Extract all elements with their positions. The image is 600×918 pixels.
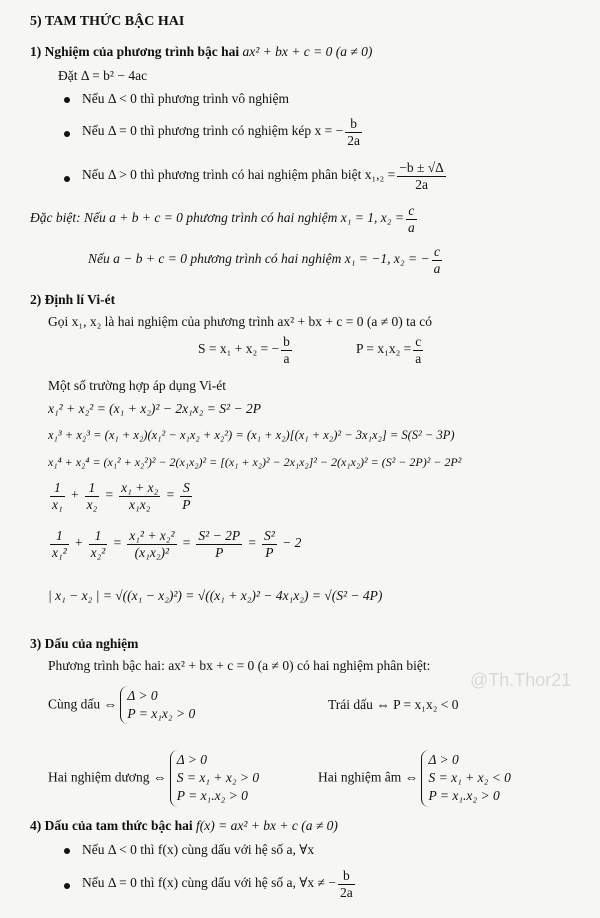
special-case-1: Đặc biệt: Nếu a + b + c = 0 phương trình có hai nghiệm x₁ = 1, x₂ = $\frac{c}{a}$ — [30, 203, 415, 235]
formula-cube-sum: x₁³ + x₂³ = (x₁ + x₂)(x₁² − x₁x₂ + x₂²) = (x₁ + x₂)[(x₁ + x₂)² − 3x₁x₂] = S(S² − 3P) — [48, 428, 455, 442]
formula-reciprocal-square-sum: $\frac{1}{\text{x₁²}}$ + $\frac{1}{\text{x₂²}}$ = $\frac{\text{x₁² + x₂²}}{\text{(x₁x₂)²}}$ = $\frac{\text{S² − 2P}}{P}$ = $\frac{\text{S²}}{P}$ − 2 — [52, 528, 302, 560]
s4-case-zero: Nếu Δ = 0 thì f(x) cùng dấu với hệ số a, ∀x ≠ − $\frac{b}{2a}$ — [82, 868, 353, 900]
s2-heading: 2) Định lí Vi-ét — [30, 292, 116, 307]
bullet — [64, 848, 70, 854]
bullet — [64, 883, 70, 889]
bullet — [64, 131, 70, 137]
s1-case-positive: Nếu Δ > 0 thì phương trình có hai nghiệm phân biệt x₁,₂ = $\frac{-b \pm √\Delta}{2a}$ — [82, 160, 444, 192]
s3-heading: 3) Dấu của nghiệm — [30, 636, 139, 651]
vieta-sum: S = x₁ + x₂ = − $\frac{b}{a}$ — [198, 334, 290, 366]
both-negative-condition: Hai nghiệm âm ⇔ Δ > 0 S = x₁ + x₂ < 0 P = x₁.x₂ > 0 — [318, 750, 511, 807]
bullet — [64, 97, 70, 103]
s4-case-negative: Nếu Δ < 0 thì f(x) cùng dấu với hệ số a, ∀x — [82, 842, 315, 857]
opposite-sign-condition: Trái dấu ⇔ P = x₁x₂ < 0 — [328, 697, 459, 712]
formula-root-difference: | x₁ − x₂ | = √((x₁ − x₂)²) = √((x₁ + x₂)² − 4x₁x₂) = √(S² − 4P) — [48, 588, 383, 603]
delta-definition: Đặt Δ = b² − 4ac — [58, 68, 148, 83]
formula-fourth-power-sum: x₁⁴ + x₂⁴ = (x₁² + x₂²)² − 2(x₁x₂)² = [(x₁ + x₂)² − 2x₁x₂]² − 2(x₁x₂)² = (S² − 2P)² − 2P² — [48, 455, 462, 469]
s1-heading: 1) Nghiệm của phương trình bậc hai ax² + bx + c = 0 (a ≠ 0) — [30, 44, 373, 59]
s1-case-negative: Nếu Δ < 0 thì phương trình vô nghiệm — [82, 91, 289, 106]
same-sign-condition: Cùng dấu ⇔ Δ > 0 P = x₁x₂ > 0 — [48, 686, 195, 724]
s1-case-zero: Nếu Δ = 0 thì phương trình có nghiệm kép x = − $\frac{b}{2a}$ — [82, 116, 360, 148]
both-positive-condition: Hai nghiệm dương ⇔ Δ > 0 S = x₁ + x₂ > 0 P = x₁.x₂ > 0 — [48, 750, 259, 807]
watermark: @Th.Thor21 — [470, 670, 572, 690]
page-title: 5) TAM THỨC BẬC HAI — [30, 14, 185, 29]
formula-reciprocal-sum: $\frac{1}{\text{x₁}}$ + $\frac{1}{\text{x₂}}$ = $\frac{\text{x₁ + x₂}}{\text{x₁x₂}}$ = $\frac{S}{P}$ — [52, 480, 191, 512]
vieta-intro: Gọi x₁, x₂ là hai nghiệm của phương trình ax² + bx + c = 0 (a ≠ 0) ta có — [48, 314, 432, 329]
s4-heading: 4) Dấu của tam thức bậc hai f(x) = ax² + bx + c (a ≠ 0) — [30, 818, 338, 833]
vieta-cases-heading: Một số trường hợp áp dụng Vi-ét — [48, 378, 227, 393]
special-case-2: Nếu a − b + c = 0 phương trình có hai nghiệm x₁ = −1, x₂ = − $\frac{c}{a}$ — [88, 244, 441, 276]
sign-intro: Phương trình bậc hai: ax² + bx + c = 0 (a ≠ 0) có hai nghiệm phân biệt: — [48, 658, 431, 673]
bullet — [64, 176, 70, 182]
vieta-product: P = x₁x₂ = $\frac{c}{a}$ — [356, 334, 422, 366]
formula-square-sum: x₁² + x₂² = (x₁ + x₂)² − 2x₁x₂ = S² − 2P — [48, 401, 261, 416]
